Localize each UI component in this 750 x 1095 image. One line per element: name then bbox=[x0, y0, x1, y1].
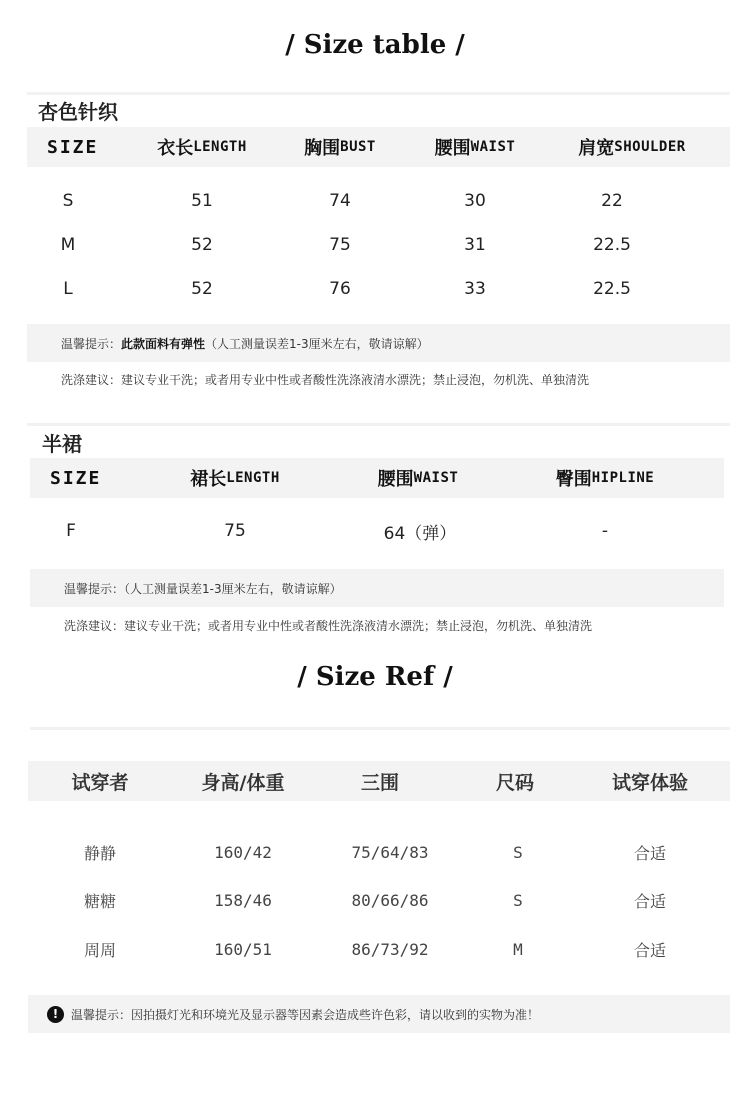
cell-measurements: 75/64/83 bbox=[351, 842, 429, 862]
header-length: 衣长 LENGTH bbox=[157, 138, 247, 159]
cell-height-weight: 160/51 bbox=[214, 939, 272, 959]
header-size: 尺码 bbox=[495, 771, 534, 794]
header-waist: 腰围 WAIST bbox=[377, 469, 459, 490]
cell-hipline: - bbox=[601, 521, 609, 541]
cell-shoulder: 22.5 bbox=[593, 235, 631, 255]
table-row bbox=[27, 230, 730, 260]
cell-length: 52 bbox=[191, 279, 213, 299]
skirt-table-header bbox=[30, 458, 724, 498]
cell-measurements: 80/66/86 bbox=[351, 890, 429, 910]
knit-table-header bbox=[27, 127, 730, 167]
cell-waist: 31 bbox=[464, 235, 486, 255]
divider bbox=[27, 92, 730, 95]
cell-waist: 33 bbox=[464, 279, 486, 299]
header-waist: 腰围 WAIST bbox=[434, 138, 516, 159]
table-row bbox=[28, 837, 730, 867]
cell-size: S bbox=[513, 890, 523, 910]
cell-waist: 30 bbox=[464, 191, 486, 211]
skirt-care-instructions: 洗涤建议：建议专业干洗；或者用专业中性或者酸性洗涤液清水漂洗；禁止浸泡，勿机洗、单独清洗 bbox=[64, 619, 593, 633]
table-row bbox=[27, 186, 730, 216]
knit-care-instructions: 洗涤建议：建议专业干洗；或者用专业中性或者酸性洗涤液清水漂洗；禁止浸泡，勿机洗、单独清洗 bbox=[61, 373, 590, 387]
knit-note: 温馨提示： 此款面料有弹性 （人工测量误差1-3厘米左右，敬请谅解） bbox=[27, 324, 730, 362]
size-ref-title: / Size Ref / bbox=[297, 662, 453, 692]
header-height-weight: 身高/体重 bbox=[201, 771, 285, 794]
skirt-section-name: 半裙 bbox=[42, 432, 82, 456]
header-size: SIZE bbox=[47, 136, 99, 158]
table-row bbox=[28, 934, 730, 964]
cell-length: 52 bbox=[191, 235, 213, 255]
cell-tester: 静静 bbox=[83, 843, 116, 863]
cell-skirt-length: 75 bbox=[224, 521, 246, 541]
cell-size: F bbox=[66, 521, 76, 541]
knit-section-name: 杏色针织 bbox=[38, 100, 118, 124]
cell-measurements: 86/73/92 bbox=[351, 939, 429, 959]
cell-size: M bbox=[513, 939, 523, 959]
cell-bust: 74 bbox=[329, 191, 351, 211]
cell-tester: 糖糖 bbox=[83, 891, 116, 911]
cell-fit: 合适 bbox=[633, 891, 666, 911]
cell-bust: 75 bbox=[329, 235, 351, 255]
cell-size: L bbox=[63, 279, 73, 299]
size-table-title: / Size table / bbox=[285, 30, 465, 60]
table-row bbox=[28, 885, 730, 915]
cell-bust: 76 bbox=[329, 279, 351, 299]
header-bust: 胸围 BUST bbox=[304, 138, 376, 159]
cell-size: S bbox=[62, 191, 74, 211]
table-row bbox=[27, 274, 730, 304]
cell-height-weight: 158/46 bbox=[214, 890, 272, 910]
exclamation-icon: ! bbox=[47, 1006, 64, 1023]
cell-size: S bbox=[513, 842, 523, 862]
cell-fit: 合适 bbox=[633, 843, 666, 863]
header-tester: 试穿者 bbox=[71, 771, 129, 794]
cell-fit: 合适 bbox=[633, 940, 666, 960]
divider bbox=[27, 423, 730, 426]
header-size: SIZE bbox=[50, 467, 102, 489]
header-skirt-length: 裙长 LENGTH bbox=[190, 469, 280, 490]
header-measurements: 三围 bbox=[360, 771, 399, 794]
header-hipline: 臀围 HIPLINE bbox=[555, 469, 655, 490]
cell-length: 51 bbox=[191, 191, 213, 211]
color-disclaimer: ! 温馨提示：因拍摄灯光和环境光及显示器等因素会造成些许色彩，请以收到的实物为准！ bbox=[28, 995, 730, 1033]
cell-height-weight: 160/42 bbox=[214, 842, 272, 862]
header-shoulder: 肩宽 SHOULDER bbox=[578, 138, 686, 159]
cell-shoulder: 22.5 bbox=[593, 279, 631, 299]
cell-size: M bbox=[60, 235, 76, 255]
divider bbox=[30, 727, 730, 730]
ref-table-header bbox=[28, 761, 730, 801]
skirt-note: 温馨提示：（人工测量误差1-3厘米左右，敬请谅解） bbox=[30, 569, 724, 607]
cell-shoulder: 22 bbox=[601, 191, 623, 211]
cell-waist: 64（弹） bbox=[383, 523, 457, 544]
header-fit: 试穿体验 bbox=[611, 771, 688, 794]
cell-tester: 周周 bbox=[83, 940, 116, 960]
table-row bbox=[30, 516, 724, 546]
